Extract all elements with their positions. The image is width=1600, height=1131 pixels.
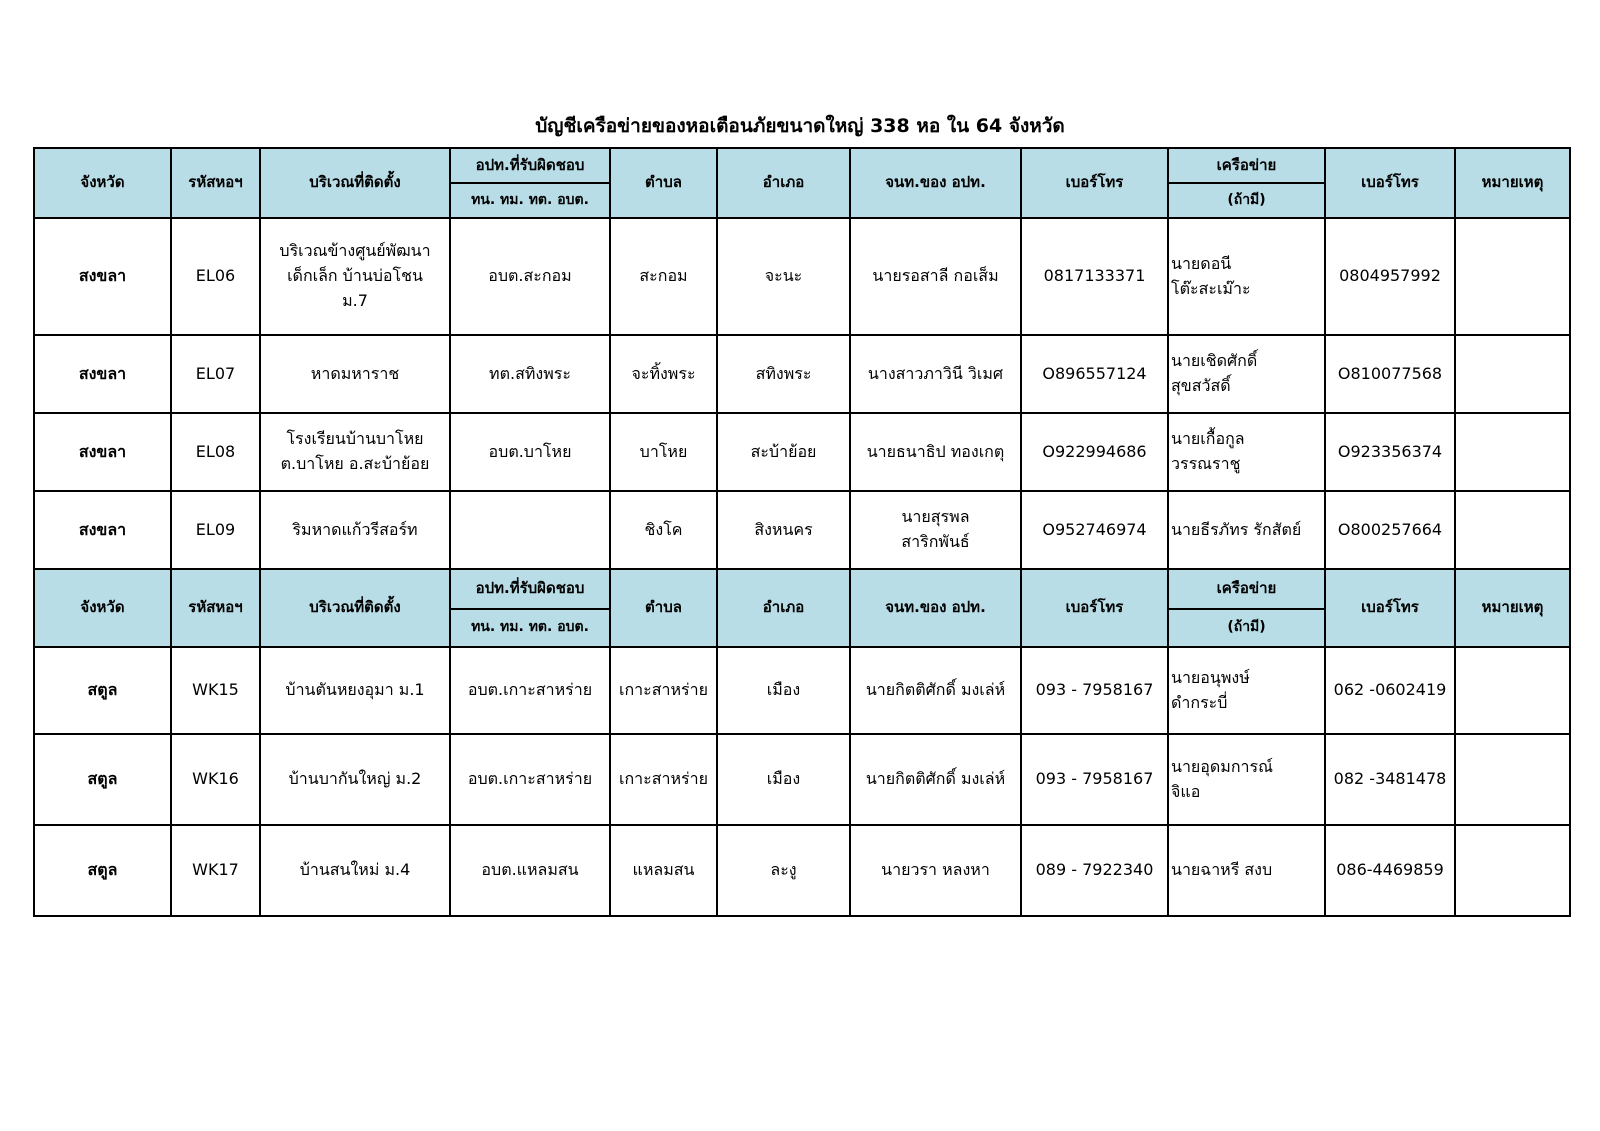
network-phone-cell: O800257664	[1325, 491, 1455, 569]
district-cell: สทิงพระ	[717, 335, 850, 413]
network-cell-line: นายเกื้อกูล	[1171, 429, 1245, 449]
responsible-org-cell: อบต.เกาะสาหร่าย	[450, 734, 610, 825]
subdistrict-cell: แหลมสน	[610, 825, 717, 916]
location-cell	[260, 218, 450, 335]
officer-cell	[850, 413, 1021, 491]
responsible-org-cell: อบต.บาโหย	[450, 413, 610, 491]
location-cell	[260, 647, 450, 734]
tower-code-cell: EL08	[171, 413, 260, 491]
tower-code-cell: WK17	[171, 825, 260, 916]
header-district: อำเภอ	[717, 148, 850, 218]
network-cell-line: นายอุดมการณ์	[1171, 756, 1273, 776]
header-phone: เบอร์โทร	[1021, 569, 1168, 647]
remarks-cell	[1455, 647, 1570, 734]
network-phone-cell: 086-4469859	[1325, 825, 1455, 916]
subdistrict-cell: เกาะสาหร่าย	[610, 734, 717, 825]
province-cell: สตูล	[34, 647, 171, 734]
location-cell-line: บริเวณข้างศูนย์พัฒนา	[279, 241, 431, 261]
phone-cell: O922994686	[1021, 413, 1168, 491]
header-officer: จนท.ของ อปท.	[850, 569, 1021, 647]
table-row	[34, 647, 1570, 734]
subdistrict-cell: สะกอม	[610, 218, 717, 335]
responsible-org-cell: ทต.สทิงพระ	[450, 335, 610, 413]
officer-cell	[850, 825, 1021, 916]
location-cell-line: หาดมหาราช	[310, 363, 400, 383]
header-province: จังหวัด	[34, 148, 171, 218]
table-row	[34, 413, 1570, 491]
remarks-cell	[1455, 218, 1570, 335]
document-title: บัญชีเครือข่ายของหอเตือนภัยขนาดใหญ่ 338 หอ ใน 64 จังหวัด	[535, 115, 1065, 137]
province-cell: สตูล	[34, 825, 171, 916]
network-cell	[1168, 335, 1325, 413]
remarks-cell	[1455, 491, 1570, 569]
officer-cell-line: นายกิตติศักดิ์ มงเล่ห์	[865, 680, 1006, 700]
network-cell	[1168, 647, 1325, 734]
location-cell-line: ต.บาโหย อ.สะบ้าย้อย	[280, 454, 430, 473]
location-cell-line: ริมหาดแก้วรีสอร์ท	[292, 519, 418, 539]
officer-cell-line: สาริกพันธ์	[901, 532, 970, 551]
location-cell	[260, 734, 450, 825]
header-phone: เบอร์โทร	[1021, 148, 1168, 218]
location-cell-line: โรงเรียนบ้านบาโหย	[286, 429, 424, 449]
officer-cell-line: นายวรา หลงหา	[881, 860, 990, 880]
tower-code-cell: WK15	[171, 647, 260, 734]
network-cell	[1168, 491, 1325, 569]
header-network: เครือข่าย	[1168, 569, 1325, 609]
province-cell: สตูล	[34, 734, 171, 825]
officer-cell-line: นายกิตติศักดิ์ มงเล่ห์	[865, 769, 1006, 789]
location-cell-line: เด็กเล็ก บ้านบ่อโชน	[287, 266, 423, 286]
district-cell: สิงหนคร	[717, 491, 850, 569]
header-tower-code: รหัสหอฯ	[171, 569, 260, 647]
province-cell: สงขลา	[34, 413, 171, 491]
location-cell	[260, 413, 450, 491]
header-network-phone: เบอร์โทร	[1325, 569, 1455, 647]
table-row	[34, 335, 1570, 413]
tower-code-cell: WK16	[171, 734, 260, 825]
location-cell	[260, 825, 450, 916]
phone-cell: 093 - 7958167	[1021, 734, 1168, 825]
officer-cell-line: นายสุรพล	[901, 507, 970, 527]
phone-cell: O952746974	[1021, 491, 1168, 569]
remarks-cell	[1455, 413, 1570, 491]
table-row	[34, 825, 1570, 916]
network-phone-cell: 062 -0602419	[1325, 647, 1455, 734]
header-location: บริเวณที่ติดตั้ง	[260, 148, 450, 218]
location-cell-line: ม.7	[342, 290, 368, 310]
remarks-cell	[1455, 335, 1570, 413]
district-cell: เมือง	[717, 734, 850, 825]
officer-cell	[850, 647, 1021, 734]
table-row	[34, 734, 1570, 825]
header-district: อำเภอ	[717, 569, 850, 647]
header-subdistrict: ตำบล	[610, 148, 717, 218]
network-cell	[1168, 734, 1325, 825]
location-cell-line: บ้านสนใหม่ ม.4	[299, 860, 411, 880]
header-officer: จนท.ของ อปท.	[850, 148, 1021, 218]
province-cell: สงขลา	[34, 335, 171, 413]
phone-cell: 089 - 7922340	[1021, 825, 1168, 916]
phone-cell: 093 - 7958167	[1021, 647, 1168, 734]
header-responsible-org-sub: ทน. ทม. ทต. อบต.	[450, 609, 610, 647]
network-cell-line: ดำกระบี่	[1171, 692, 1228, 712]
header-subdistrict: ตำบล	[610, 569, 717, 647]
province-cell: สงขลา	[34, 218, 171, 335]
tower-code-cell: EL06	[171, 218, 260, 335]
officer-cell	[850, 491, 1021, 569]
officer-cell	[850, 335, 1021, 413]
network-phone-cell: O923356374	[1325, 413, 1455, 491]
phone-cell: O896557124	[1021, 335, 1168, 413]
header-responsible-org: อปท.ที่รับผิดชอบ	[450, 569, 610, 609]
network-cell-line: จิแอ	[1171, 781, 1201, 801]
subdistrict-cell: จะทิ้งพระ	[610, 335, 717, 413]
remarks-cell	[1455, 825, 1570, 916]
header-remarks: หมายเหตุ	[1455, 569, 1570, 647]
responsible-org-cell	[450, 491, 610, 569]
network-cell-line: นายดอนี	[1171, 253, 1232, 273]
responsible-org-cell: อบต.เกาะสาหร่าย	[450, 647, 610, 734]
network-phone-cell: O810077568	[1325, 335, 1455, 413]
location-cell	[260, 491, 450, 569]
header-responsible-org: อปท.ที่รับผิดชอบ	[450, 148, 610, 183]
district-cell: จะนะ	[717, 218, 850, 335]
remarks-cell	[1455, 734, 1570, 825]
header-tower-code: รหัสหอฯ	[171, 148, 260, 218]
section2-header-row-top	[34, 569, 1570, 609]
network-cell-line: นายอนุพงษ์	[1171, 667, 1250, 687]
network-cell-line: สุขสวัสดิ์	[1171, 376, 1231, 395]
header-responsible-org-sub: ทน. ทม. ทต. อบต.	[450, 183, 610, 218]
officer-cell	[850, 218, 1021, 335]
network-cell	[1168, 413, 1325, 491]
tower-code-cell: EL07	[171, 335, 260, 413]
district-cell: สะบ้าย้อย	[717, 413, 850, 491]
district-cell: ละงู	[717, 825, 850, 916]
officer-cell-line: นางสาวภาวินี วิเมศ	[867, 363, 1004, 383]
network-cell-line: วรรณราชู	[1171, 454, 1241, 473]
network-phone-cell: 082 -3481478	[1325, 734, 1455, 825]
responsible-org-cell: อบต.แหลมสน	[450, 825, 610, 916]
network-phone-cell: 0804957992	[1325, 218, 1455, 335]
header-province: จังหวัด	[34, 569, 171, 647]
location-cell-line: บ้านตันหยงอุมา ม.1	[285, 680, 425, 700]
subdistrict-cell: ชิงโค	[610, 491, 717, 569]
header-network-phone: เบอร์โทร	[1325, 148, 1455, 218]
responsible-org-cell: อบต.สะกอม	[450, 218, 610, 335]
warning-tower-table	[33, 147, 1571, 917]
location-cell-line: บ้านบากันใหญ่ ม.2	[288, 769, 422, 789]
header-network-sub: (ถ้ามี)	[1168, 183, 1325, 218]
subdistrict-cell: เกาะสาหร่าย	[610, 647, 717, 734]
network-cell	[1168, 218, 1325, 335]
network-cell-line: โต๊ะสะเม๊าะ	[1171, 278, 1251, 298]
header-network: เครือข่าย	[1168, 148, 1325, 183]
header-network-sub: (ถ้ามี)	[1168, 609, 1325, 647]
province-cell: สงขลา	[34, 491, 171, 569]
tower-code-cell: EL09	[171, 491, 260, 569]
network-cell-line: นายธีรภัทร รักสัตย์	[1171, 519, 1302, 539]
location-cell	[260, 335, 450, 413]
header-remarks: หมายเหตุ	[1455, 148, 1570, 218]
table-row	[34, 218, 1570, 335]
district-cell: เมือง	[717, 647, 850, 734]
network-cell-line: นายเชิดศักดิ์	[1171, 351, 1258, 371]
header-location: บริเวณที่ติดตั้ง	[260, 569, 450, 647]
officer-cell-line: นายรอสาลี กอเส็ม	[872, 266, 999, 286]
network-cell	[1168, 825, 1325, 916]
table-row	[34, 491, 1570, 569]
subdistrict-cell: บาโหย	[610, 413, 717, 491]
network-cell-line: นายฉาหรี สงบ	[1171, 860, 1273, 880]
section1-header-row-top	[34, 148, 1570, 183]
officer-cell	[850, 734, 1021, 825]
phone-cell: 0817133371	[1021, 218, 1168, 335]
officer-cell-line: นายธนาธิป ทองเกตุ	[866, 441, 1005, 461]
